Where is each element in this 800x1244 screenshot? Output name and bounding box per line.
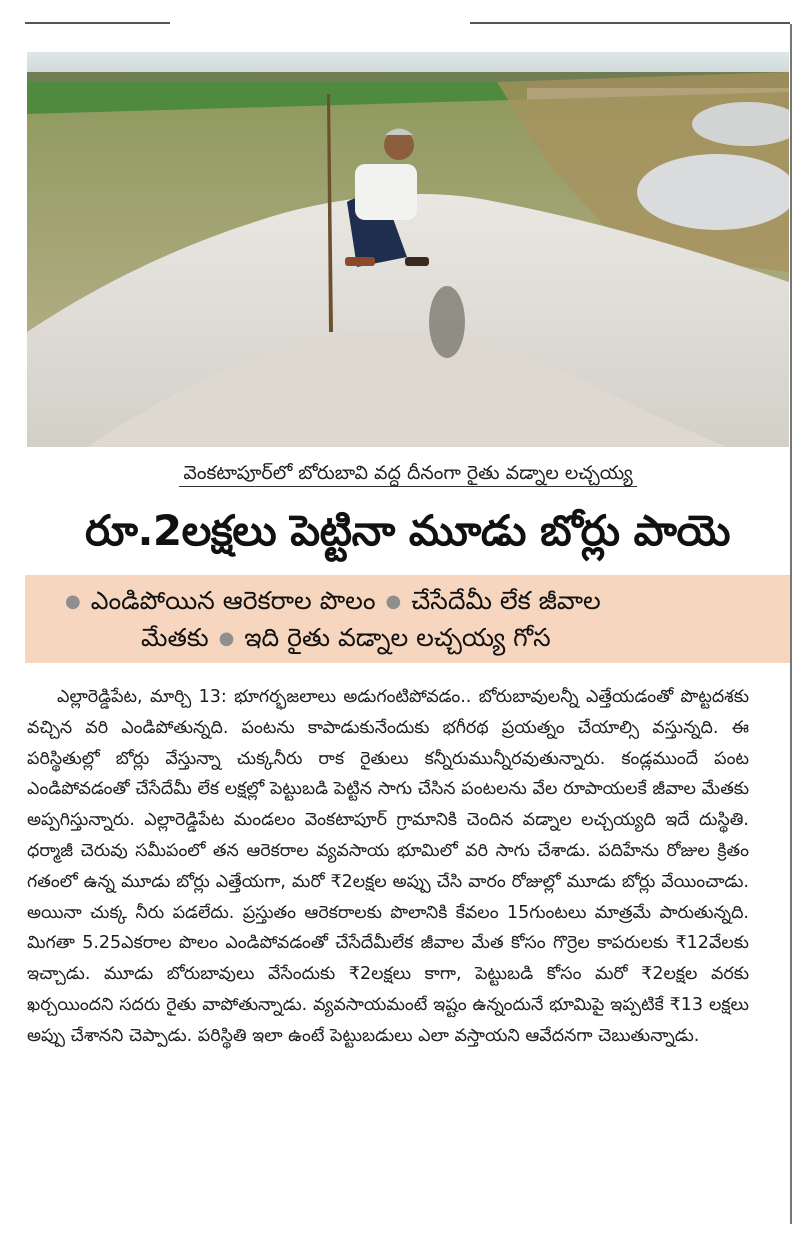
photo-caption-text: వెంకటాపూర్‌లో బోరుబావి వద్ద దీనంగా రైతు వడ్నాల లచ్చయ్య (179, 462, 636, 487)
column-rule (790, 24, 792, 1224)
article-photo (27, 52, 789, 447)
deck-point-2b: మేతకు (141, 623, 209, 652)
bullet-icon: ● (65, 591, 81, 612)
bullet-icon: ● (385, 591, 402, 612)
deck-point-1: ఎండిపోయిన ఆరెకరాల పొలం (90, 586, 376, 615)
deck-point-2a: చేసేదేమీ లేక జీవాల (411, 586, 601, 615)
bullet-icon: ● (218, 628, 235, 649)
deck-line-1 (55, 583, 760, 620)
article-body: ఎల్లారెడ్డిపేట, మార్చి 13: భూగర్భజలాలు అడుగంటిపోవడం.. బోరుబావులన్నీ ఎత్తేయడంతో పొట్టదశకు వచ్చిన వరి ఎండిపోతున్నది. పంటను కాపాడుకునేందుకు భగీరథ ప్రయత్నం చేయాల్సి వస్తున్నది. ఈ పరిస్థితుల్లో బోర్లు వేస్తున్నా చుక్కనీరు రాక రైతులు కన్నీరుమున్నీరవుతున్నారు. కండ్లముందే పంట ఎండిపోవడంతో చేసేదేమీ లేక లక్షల్లో పెట్టుబడి పెట్టిన సాగు చేసిన పంటలను వేల రూపాయలకే జీవాల మేతకు అప్పగిస్తున్నారు. ఎల్లారెడ్డిపేట మండలం వెంకటాపూర్ గ్రామానికి చెందిన వడ్నాల లచ్చయ్యది ఇదే దుస్థితి. ధర్మాజీ చెరువు సమీపంలో తన ఆరెకరాల వ్యవసాయ భూమిలో వరి సాగు చేశాడు. పదిహేను రోజుల క్రితం గతంలో ఉన్న మూడు బోర్లు ఎత్తేయగా, మరో ₹2లక్షల అప్పు చేసి వారం రోజుల్లో మూడు బోర్లు వేయించాడు. అయినా చుక్క నీరు పడలేదు. ప్రస్తుతం ఆరెకరాలకు పొలానికి కేవలం 15గుంటలు మాత్రమే పారుతున్నది. మిగతా 5.25ఎకరాల పొలం ఎండిపోవడంతో చేసేదేమీలేక జీవాల మేత కోసం గొర్రెల కాపరులకు ₹12వేలకు ఇచ్చాడు. మూడు బోరుబావులు వేసేందుకు ₹2లక్షలు కాగా, పెట్టుబడి కోసం మరో ₹2లక్షల వరకు ఖర్చయిందని సదరు రైతు వాపోతున్నాడు. వ్యవసాయమంటే ఇష్టం ఉన్నందునే భూమిపై ఇప్పటికే ₹13 లక్షలు అప్పు చేశానని చెప్పాడు. పరిస్థితి ఇలా ఉంటే పెట్టుబడులు ఎలా వస్తాయని ఆవేదనగా చెబుతున్నాడు. (27, 687, 749, 1046)
deck-box (25, 575, 790, 663)
top-rule-gap (170, 18, 470, 26)
deck-point-3: ఇది రైతు వడ్నాల లచ్చయ్య గోస (244, 623, 551, 652)
deck-line-2 (55, 620, 760, 657)
photo-caption (27, 456, 789, 492)
headline: రూ.2లక్షలు పెట్టినా మూడు బోర్లు పాయె (85, 506, 730, 555)
